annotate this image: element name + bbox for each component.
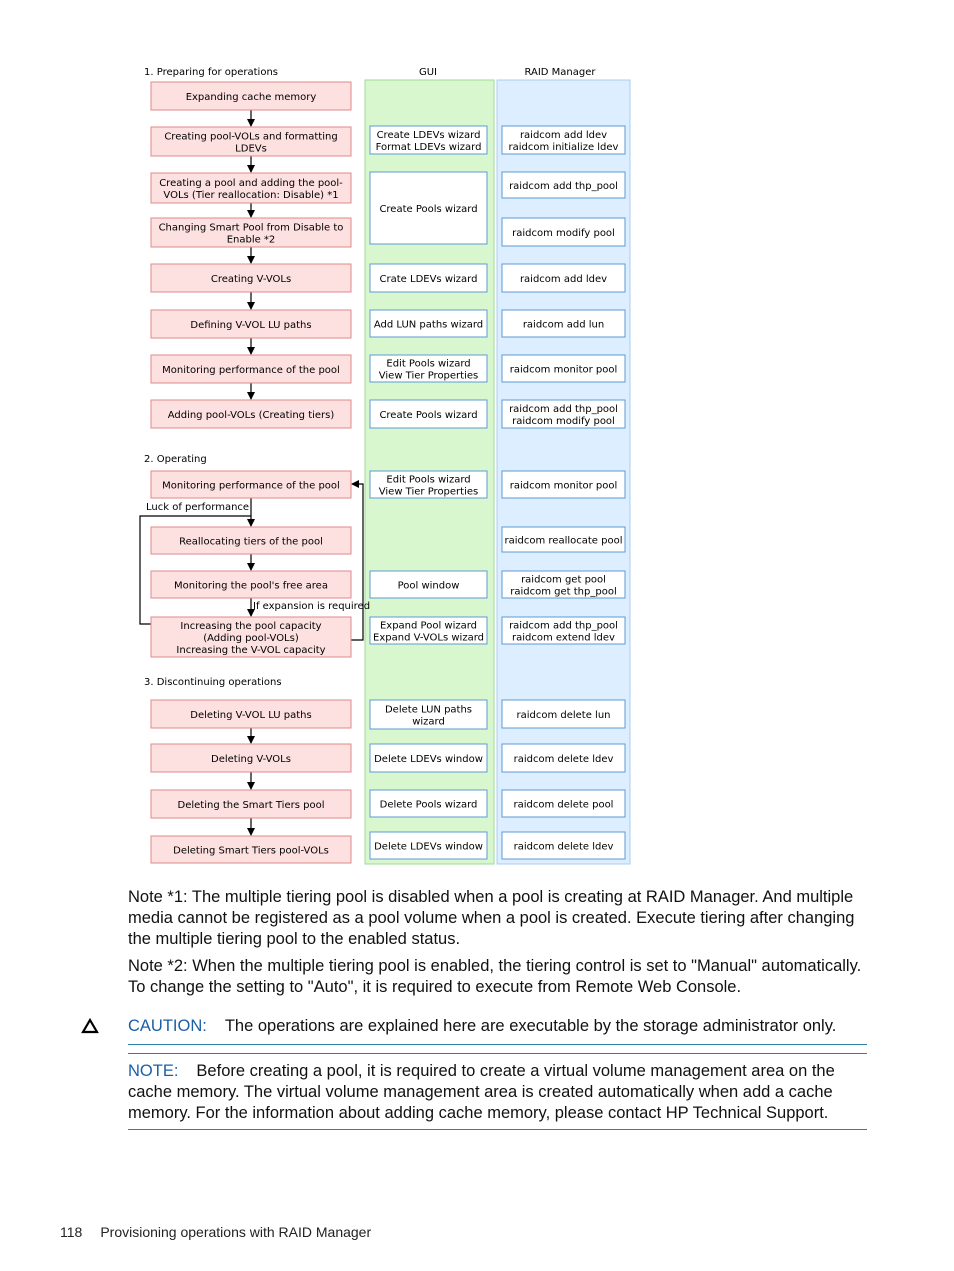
raid-command-label: raidcom add ldev	[519, 274, 608, 285]
raid-command-label: raidcom delete lun	[516, 710, 611, 721]
gui-item-label: Edit Pools wizard	[386, 358, 471, 370]
raid-command-label: raidcom modify pool	[512, 416, 615, 427]
raid-command-label: raidcom delete ldev	[513, 841, 614, 853]
flow-step-label: Creating V-VOLs	[210, 274, 292, 285]
section-heading: 2. Operating	[144, 454, 207, 465]
raid-command-label: raidcom monitor pool	[509, 364, 618, 376]
gui-item-label: Delete LUN paths	[384, 704, 473, 716]
gui-item-label: Expand Pool wizard	[379, 620, 478, 632]
raid-command-label: raidcom initialize ldev	[508, 142, 619, 153]
gui-item-label: Format LDEVs wizard	[375, 142, 482, 153]
raid-command-label: raidcom delete ldev	[513, 754, 614, 765]
flow-step-label: Deleting V-VOLs	[211, 754, 291, 765]
note-2: Note *2: When the multiple tiering pool is enabled, the tiering control is set to "Manual" automatically. To change the setting to "Auto", it is required to execute from Remote Web Console.	[128, 957, 862, 996]
flow-step-label: Reallocating tiers of the pool	[179, 536, 323, 548]
gui-item-label: Pool window	[397, 580, 460, 592]
gui-item-label: Create Pools wizard	[379, 204, 478, 215]
flow-step-label: Creating a pool and adding the pool-	[159, 178, 343, 189]
note-1: Note *1: The multiple tiering pool is disabled when a pool is creating at RAID Manager. And multiple media cannot be registered as a pool volume when a pool is created. Execute tiering after changing the multiple tiering pool to the enabled status.	[128, 888, 855, 948]
gui-item-label: Delete LDEVs window	[374, 841, 483, 853]
flow-step-label: Deleting V-VOL LU paths	[190, 710, 312, 721]
flow-step-label: Deleting Smart Tiers pool-VOLs	[173, 845, 329, 857]
note-label: NOTE:	[128, 1062, 179, 1080]
flow-step-label: Creating pool-VOLs and formatting	[164, 131, 338, 143]
raid-command-label: raidcom modify pool	[512, 228, 615, 239]
gui-item-label: Add LUN paths wizard	[373, 319, 484, 331]
raid-command-label: raidcom get pool	[521, 574, 606, 586]
flow-step-label: Deleting the Smart Tiers pool	[177, 800, 325, 811]
flow-step-label: LDEVs	[235, 143, 267, 155]
note-rule-bottom	[128, 1129, 867, 1130]
gui-item-label: Create Pools wizard	[379, 410, 478, 421]
flow-step-label: VOLs (Tier reallocation: Disable) *1	[163, 190, 339, 201]
gui-item-label: Create LDEVs wizard	[376, 130, 481, 141]
raid-command-label: raidcom reallocate pool	[504, 535, 623, 547]
flow-step-label: Monitoring the pool's free area	[174, 580, 328, 592]
note-block	[128, 1061, 870, 1124]
flow-step-label: (Adding pool-VOLs)	[203, 633, 299, 644]
section-heading: 1. Preparing for operations	[144, 67, 278, 78]
raid-command-label: raidcom add thp_pool	[509, 181, 618, 192]
flow-step-label: Defining V-VOL LU paths	[190, 320, 312, 331]
footer-title: Provisioning operations with RAID Manager	[100, 1224, 372, 1240]
loop-label-expansion: If expansion is required	[253, 601, 371, 612]
raid-command-label: raidcom add thp_pool	[509, 404, 618, 415]
flow-step-label: Increasing the pool capacity	[180, 621, 322, 632]
gui-column-header: GUI	[418, 67, 438, 78]
raid-command-label: raidcom add lun	[522, 319, 605, 331]
raid-command-label: raidcom delete pool	[513, 799, 614, 811]
gui-item-label: Edit Pools wizard	[386, 474, 471, 486]
raid-command-label: raidcom add thp_pool	[509, 620, 618, 632]
raid-command-label: raidcom get thp_pool	[510, 586, 617, 598]
caution-rule	[128, 1044, 867, 1045]
caution-block	[128, 1016, 870, 1037]
gui-item-label: View Tier Properties	[378, 370, 479, 382]
page-number: 118	[60, 1224, 83, 1240]
raid-column-header: RAID Manager	[524, 67, 596, 78]
gui-item-label: View Tier Properties	[378, 486, 479, 498]
raid-command-label: raidcom add ldev	[519, 130, 608, 141]
gui-item-label: Expand V-VOLs wizard	[373, 632, 484, 644]
loop-line-monitor	[351, 484, 363, 640]
gui-item-label: wizard	[412, 716, 445, 728]
note-rule-top	[128, 1053, 867, 1054]
flow-step-label: Adding pool-VOLs (Creating tiers)	[167, 410, 335, 421]
gui-item-label: Delete Pools wizard	[379, 799, 478, 811]
raid-command-label: raidcom extend ldev	[512, 632, 615, 644]
page-footer	[60, 1224, 371, 1240]
flow-step-label: Expanding cache memory	[185, 92, 317, 103]
flow-step-label: Enable *2	[226, 234, 276, 246]
warning-triangle-icon	[80, 1017, 100, 1037]
note-text: Before creating a pool, it is required to create a virtual volume management area on the cache memory. The virtual volume management area is created automatically when add a cache memory. For the information about adding cache memory, please contact HP Technical Support.	[128, 1062, 835, 1122]
gui-item-label: Crate LDEVs wizard	[379, 274, 478, 285]
loop-label-lack: Luck of performance	[146, 502, 250, 513]
flow-step-label: Increasing the V-VOL capacity	[176, 645, 326, 656]
raid-command-label: raidcom monitor pool	[509, 480, 618, 492]
gui-item-label: Delete LDEVs window	[374, 754, 483, 765]
flow-step-label: Changing Smart Pool from Disable to	[158, 222, 344, 234]
caution-text: The operations are explained here are executable by the storage administrator only.	[224, 1017, 837, 1035]
section-heading: 3. Discontinuing operations	[144, 677, 282, 688]
flow-step-label: Monitoring performance of the pool	[162, 480, 340, 492]
caution-label: CAUTION:	[128, 1017, 207, 1035]
flow-step-label: Monitoring performance of the pool	[162, 365, 340, 376]
